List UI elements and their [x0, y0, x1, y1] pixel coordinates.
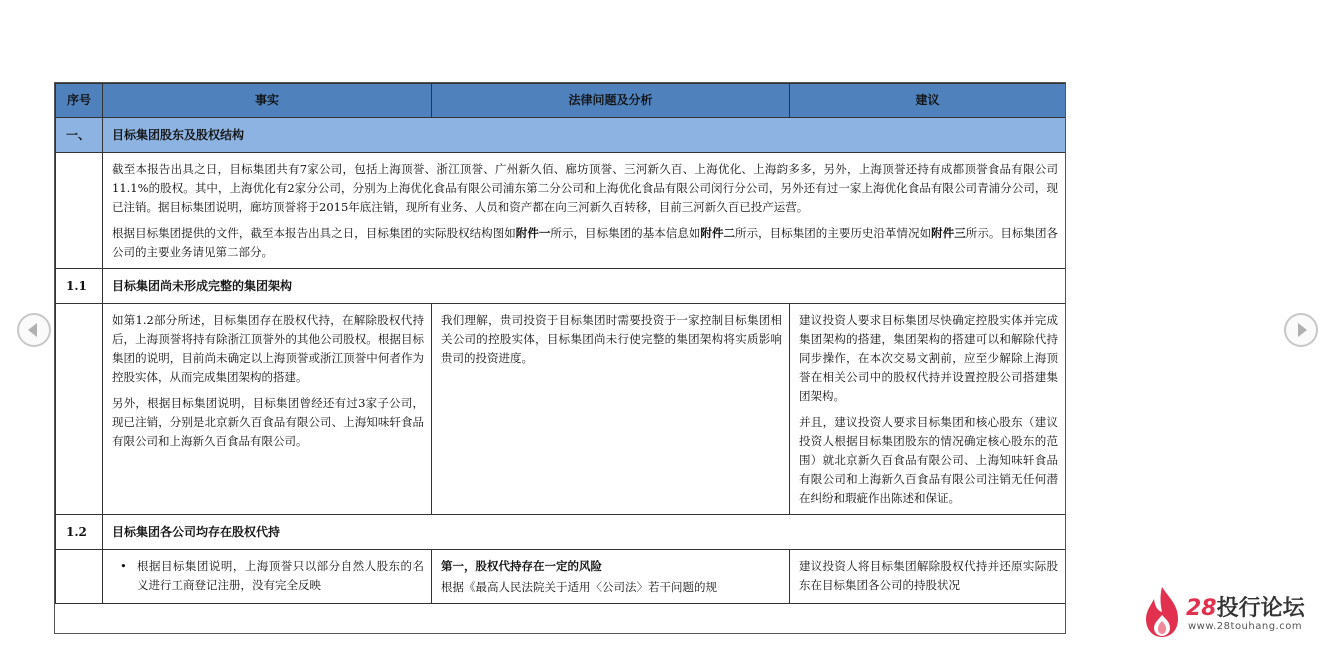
table-header-row [56, 84, 1066, 118]
intro-paragraph-1: 截至本报告出具之日，目标集团共有7家公司，包括上海顶誉、浙江顶誉、广州新久佰、廊坊顶誉、三河新久百、上海优化、上海韵多多，另外，上海顶誉还持有成都顶誉食品有限公司11.1%的股权。其中，上海优化有2家分公司，分别为上海优化食品有限公司浦东第二分公司和上海优化食品有限公司闵行分公司，另外还有过一家上海优化食品有限公司青浦分公司，现已注销。据目标集团说明，廊坊顶誉将于2015年底注销，现所有业务、人员和资产都在向三河新久百转移，目前三河新久百已投产运营。 [112, 162, 1058, 214]
intro-text: 所示，目标集团的基本信息如 [550, 226, 701, 240]
logo-brand-text [1186, 591, 1305, 622]
site-logo[interactable] [1142, 585, 1322, 641]
flame-icon [1142, 585, 1182, 639]
analysis-cell [432, 304, 790, 515]
section-one-row [56, 118, 1066, 153]
logo-name: 投行论坛 [1216, 596, 1305, 621]
section-1-1-number: 1.1 [56, 269, 103, 304]
appendix-1-ref: 附件一 [515, 226, 551, 240]
analysis-paragraph: 根据《最高人民法院关于适用〈公司法〉若干问题的规 [441, 580, 717, 594]
intro-paragraph-2 [112, 224, 1058, 262]
section-one-number: 一、 [56, 118, 103, 153]
logo-number: 28 [1186, 596, 1217, 621]
section-one-title: 目标集团股东及股权结构 [103, 118, 1066, 153]
intro-text: 所示。目标集团各公司的主要业务请见第二部分。 [112, 226, 1059, 259]
intro-row [56, 153, 1066, 269]
section-1-2-number: 1.2 [56, 515, 103, 550]
section-1-2-title: 目标集团各公司均存在股权代持 [103, 515, 1066, 550]
due-diligence-table [55, 83, 1066, 604]
fact-text: 根据目标集团说明，上海顶誉只以部分自然人股东的名义进行工商登记注册，没有完全反映 [137, 559, 424, 592]
intro-text: 根据目标集团提供的文件，截至本报告出具之日，目标集团的实际股权结构图如 [112, 226, 516, 240]
previous-page-button[interactable] [17, 313, 51, 347]
fact-bullet-item [112, 557, 424, 595]
section-1-1-title: 目标集团尚未形成完整的集团架构 [103, 269, 1066, 304]
chevron-right-icon [1286, 315, 1316, 345]
advice-paragraph: 建议投资人将目标集团解除股权代持并还原实际股东在目标集团各公司的持股状况 [799, 559, 1058, 592]
intro-cell [103, 153, 1066, 269]
document-page [54, 82, 1066, 634]
seq-cell [56, 550, 103, 604]
intro-seq-cell [56, 153, 103, 269]
advice-paragraph: 建议投资人要求目标集团尽快确定控股实体并完成集团架构的搭建，集团架构的搭建可以和解除代持同步操作，在本次交易文割前，应至少解除上海顶誉在相关公司中的股权代持并设置控股公司搭建集团架构。 [799, 313, 1058, 403]
seq-cell [56, 304, 103, 515]
header-advice: 建议 [790, 84, 1066, 118]
fact-cell [103, 304, 432, 515]
chevron-left-icon [19, 315, 49, 345]
intro-text: 所示，目标集团的主要历史沿革情况如 [735, 226, 932, 240]
logo-url: www.28touhang.com [1188, 621, 1303, 632]
section-1-2-row [56, 515, 1066, 550]
header-seq: 序号 [56, 84, 103, 118]
section-1-1-content-row [56, 304, 1066, 515]
analysis-paragraph: 我们理解，贵司投资于目标集团时需要投资于一家控制目标集团相关公司的控股实体，目标集团尚未行使完整的集团架构将实质影响贵司的投资进度。 [441, 313, 782, 365]
section-1-2-content-row [56, 550, 1066, 604]
fact-paragraph: 另外，根据目标集团说明，目标集团曾经还有过3家子公司，现已注销，分别是北京新久百食品有限公司、上海知味轩食品有限公司和上海新久百食品有限公司。 [112, 396, 424, 448]
advice-cell [790, 304, 1066, 515]
section-1-1-row [56, 269, 1066, 304]
next-page-button[interactable] [1284, 313, 1318, 347]
fact-cell [103, 550, 432, 604]
fact-paragraph: 如第1.2部分所述，目标集团存在股权代持，在解除股权代持后，上海顶誉将持有除浙江顶誉外的其他公司股权。根据目标集团的说明，目前尚未确定以上海顶誉或浙江顶誉中何者作为控股实体，从而完成集团架构的搭建。 [112, 313, 424, 384]
analysis-heading: 第一，股权代持存在一定的风险 [441, 559, 602, 573]
header-legal-analysis: 法律问题及分析 [432, 84, 790, 118]
advice-cell [790, 550, 1066, 604]
analysis-cell [432, 550, 790, 604]
bullet-icon: • [120, 559, 127, 573]
appendix-3-ref: 附件三 [931, 226, 966, 240]
advice-paragraph: 并且，建议投资人要求目标集团和核心股东（建议投资人根据目标集团股东的情况确定核心股东的范围）就北京新久百食品有限公司、上海知味轩食品有限公司和上海新久百食品有限公司注销无任何潜在纠纷和瑕疵作出陈述和保证。 [799, 415, 1058, 505]
header-facts: 事实 [103, 84, 432, 118]
appendix-2-ref: 附件二 [700, 226, 736, 240]
